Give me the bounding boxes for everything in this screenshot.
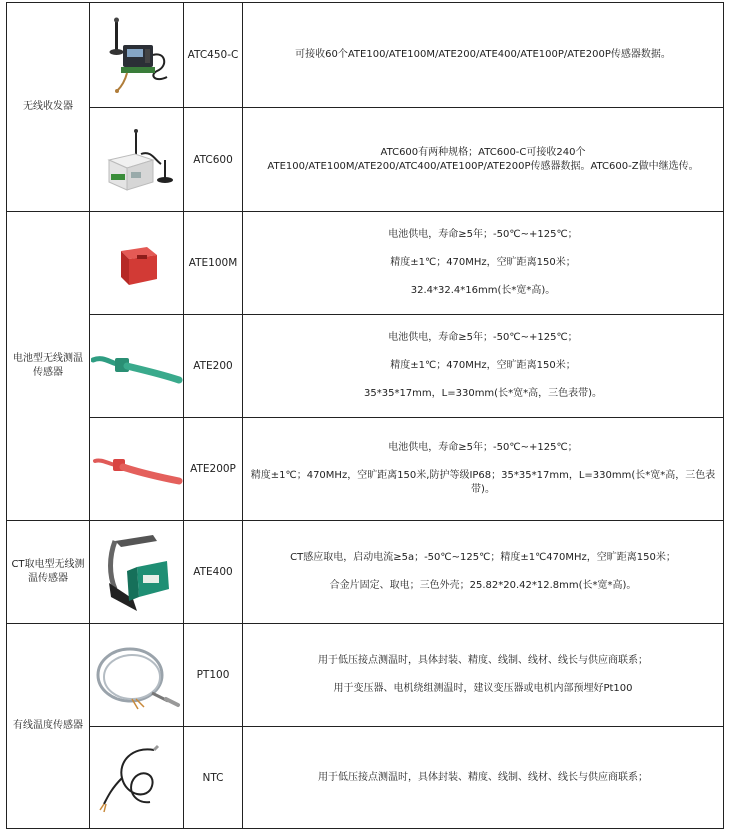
image-cell (90, 108, 184, 212)
description-cell (243, 521, 724, 624)
model-label: ATE100M (188, 257, 238, 269)
coiled-cable-probe-icon (92, 635, 182, 715)
model-cell (184, 3, 243, 108)
category-cell (7, 521, 90, 624)
image-cell (90, 315, 184, 418)
description-line: 用于低压接点测温时，具体封装、精度、线制、线材、线长与供应商联系； (318, 771, 648, 783)
description-line: 精度±1℃；470MHz，空旷距离150米,防护等级IP68；35*35*17mm，L=330mm(长*宽*高，三色表带)。 (250, 470, 716, 495)
model-cell (184, 521, 243, 624)
wireless-transceiver-icon (97, 11, 177, 99)
category-label: 有线温度传感器 (13, 720, 83, 731)
description-line: 用于低压接点测温时，具体封装、精度、线制、线材、线长与供应商联系； (318, 655, 648, 666)
category-label: 电池型无线测温传感器 (13, 353, 83, 378)
description-line: 用于变压器、电机绕组测温时，建议变压器或电机内部预埋好Pt100 (333, 683, 633, 694)
image-cell (90, 212, 184, 315)
description-cell (243, 315, 724, 418)
description-line: 电池供电，寿命≥5年；-50℃~+125℃； (388, 332, 578, 343)
description-cell (243, 418, 724, 521)
image-cell (90, 624, 184, 727)
model-label: PT100 (196, 669, 230, 681)
ct-clamp-sensor-icon (97, 527, 177, 617)
product-table (6, 2, 724, 829)
description-line: 精度±1℃；470MHz，空旷距离150米； (390, 360, 576, 371)
category-cell (7, 212, 90, 521)
description-line: 电池供电，寿命≥5年；-50℃~+125℃； (388, 229, 578, 240)
category-cell (7, 3, 90, 212)
description-cell (243, 108, 724, 212)
description-line: 35*35*17mm，L=330mm(长*宽*高，三色表带)。 (364, 388, 602, 399)
table-row (7, 212, 724, 315)
model-cell (184, 624, 243, 727)
description-line: 合金片固定、取电；三色外壳；25.82*20.42*12.8mm(长*宽*高)。 (329, 580, 637, 591)
model-label: ATE200P (190, 463, 236, 475)
table-row (7, 315, 724, 418)
model-label: ATE200 (193, 360, 233, 372)
image-cell (90, 418, 184, 521)
description-cell (243, 212, 724, 315)
table-row (7, 521, 724, 624)
description-line: CT感应取电，启动电流≥5a；-50℃~125℃；精度±1℃470MHz，空旷距离150米； (290, 552, 676, 563)
description-line: 32.4*32.4*16mm(长*宽*高)。 (410, 285, 556, 296)
model-cell (184, 418, 243, 521)
image-cell (90, 521, 184, 624)
description-cell (243, 3, 724, 108)
model-cell (184, 212, 243, 315)
table-row (7, 418, 724, 521)
model-label: NTC (202, 771, 224, 784)
model-cell (184, 727, 243, 829)
category-label: CT取电型无线测温传感器 (11, 559, 85, 584)
table-row (7, 108, 724, 212)
model-label: ATC450-C (187, 49, 239, 61)
table-row (7, 3, 724, 108)
green-strap-sensor-icon (91, 346, 183, 386)
image-cell (90, 3, 184, 108)
model-label: ATE400 (193, 566, 233, 578)
description-line: 可接收60个ATE100/ATE100M/ATE200/ATE400/ATE100P/ATE200P传感器数据。 (295, 49, 671, 60)
table-row (7, 624, 724, 727)
table-row (7, 727, 724, 829)
description-line: 精度±1℃；470MHz，空旷距离150米； (390, 257, 576, 268)
red-strap-sensor-icon (91, 449, 183, 489)
image-cell (90, 727, 184, 829)
model-cell (184, 108, 243, 212)
category-cell (7, 624, 90, 829)
red-sensor-icon (107, 233, 167, 293)
black-cable-probe-icon (92, 738, 182, 818)
transceiver-two-antennas-icon (95, 120, 179, 200)
category-label: 无线收发器 (23, 101, 73, 112)
description-line: 电池供电，寿命≥5年；-50℃~+125℃； (388, 442, 578, 453)
description-cell (243, 624, 724, 727)
model-label: ATC600 (193, 153, 233, 166)
model-cell (184, 315, 243, 418)
description-cell (243, 727, 724, 829)
description-line: ATC600有两种规格；ATC600-C可接收240个ATE100/ATE100M/ATE200/ATC400/ATE100P/ATE200P传感器数据。ATC600-Z做中继选传。 (267, 146, 699, 172)
